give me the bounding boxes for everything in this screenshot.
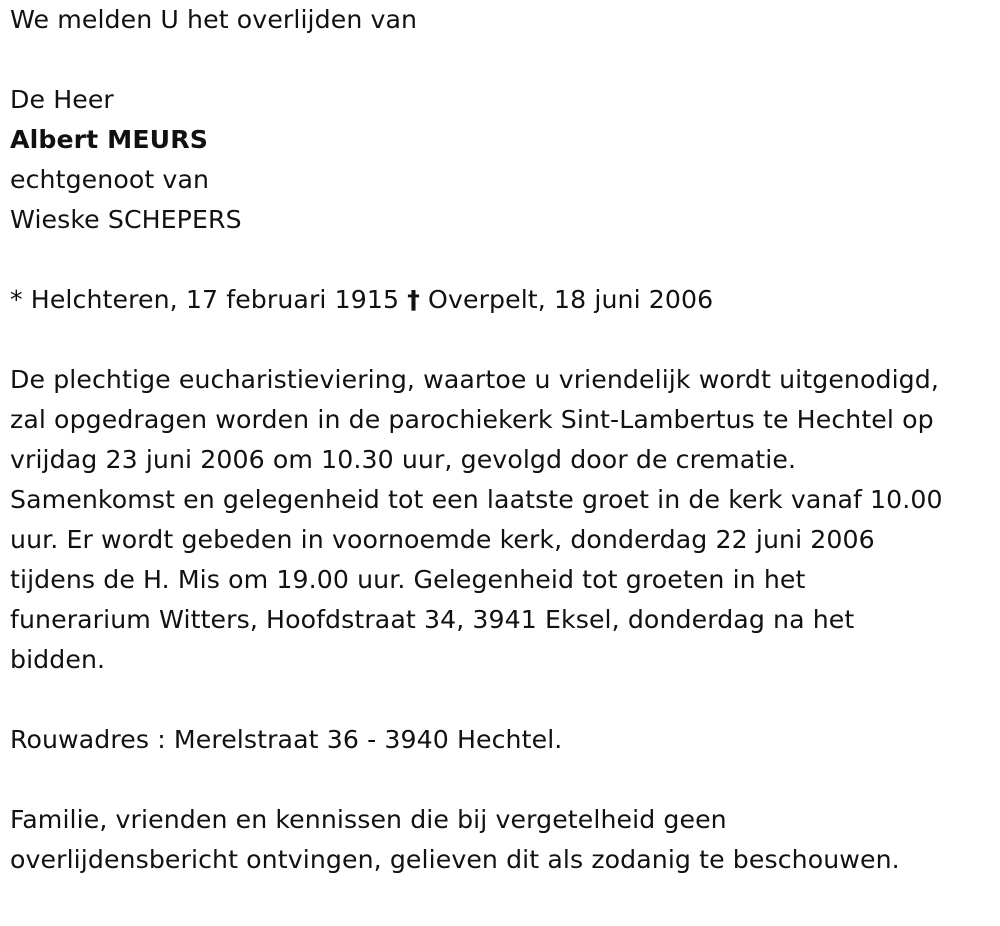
spacer — [10, 320, 995, 360]
relation-text: echtgenoot van — [10, 165, 210, 194]
mourning-address: Rouwadres : Merelstraat 36 - 3940 Hechtel. — [10, 725, 563, 754]
spacer — [10, 40, 995, 80]
death-info: Overpelt, 18 juni 2006 — [428, 285, 714, 314]
birth-info: * Helchteren, 17 februari 1915 — [10, 285, 400, 314]
closing-paragraph: Familie, vrienden en kennissen die bij vergetelheid geen overlijdensbericht ontvingen, gelieven dit als zodanig te beschouwen. — [10, 805, 900, 874]
cross-icon: † — [407, 285, 420, 314]
obituary-notice — [10, 0, 995, 880]
deceased-name: Albert MEURS — [10, 125, 208, 154]
dates-line — [10, 280, 995, 320]
spacer — [10, 240, 995, 280]
intro-text: We melden U het overlijden van — [10, 5, 418, 34]
ceremony-paragraph: De plechtige eucharistieviering, waartoe u vriendelijk wordt uitgenodigd, zal opgedragen worden in de parochiekerk Sint-Lambertus te Hechtel op vrijdag 23 juni 2006 om 10.30 uur, gevolgd door de crematie. Samenkomst en gelegenheid tot een laatste groet in de kerk vanaf 10.00 uur. Er wordt gebeden in voornoemde kerk, donderdag 22 juni 2006 tijdens de H. Mis om 19.00 uur. Gelegenheid tot groeten in het funerarium Witters, Hoofdstraat 34, 3941 Eksel, donderdag na het bidden. — [10, 365, 943, 674]
spacer — [10, 680, 995, 720]
spouse-name: Wieske SCHEPERS — [10, 205, 242, 234]
spacer — [10, 760, 995, 800]
honorific: De Heer — [10, 85, 114, 114]
